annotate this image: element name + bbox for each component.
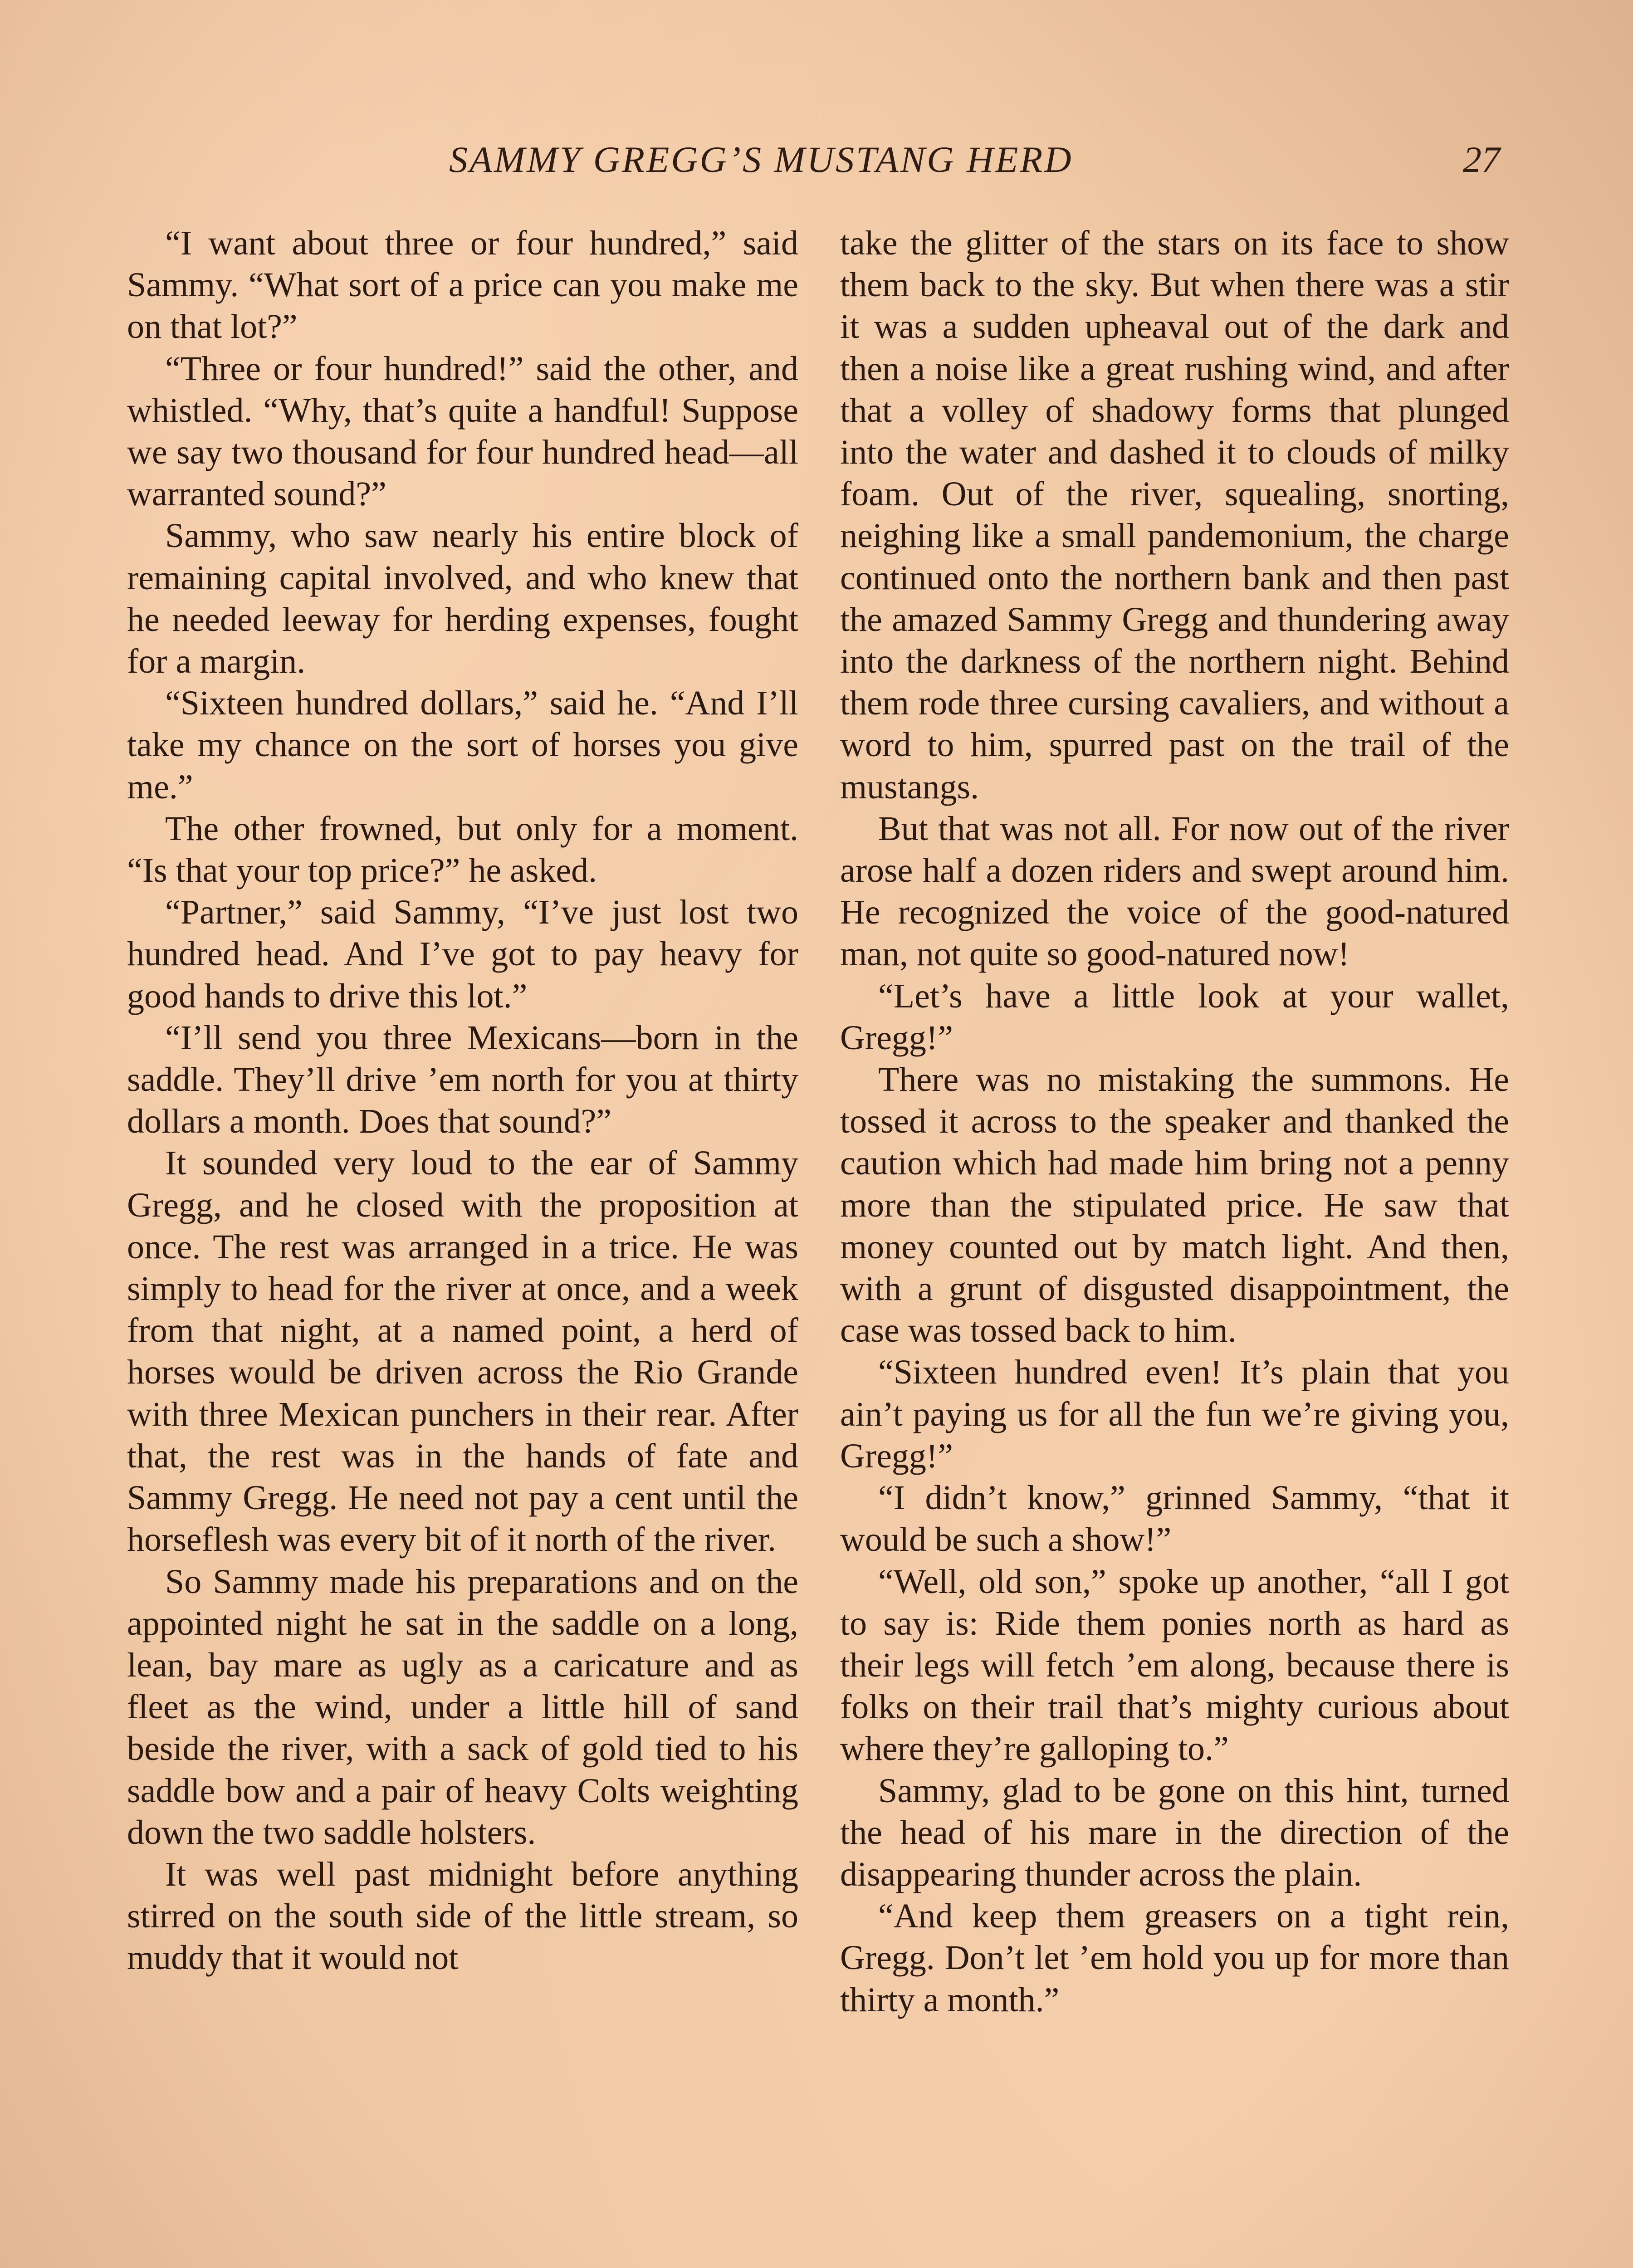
paragraph: Sammy, who saw nearly his entire block of remaining capital involved, and who knew that he needed leeway for herding expenses, fought for a margin. — [127, 517, 798, 681]
paragraph: “Partner,” said Sammy, “I’ve just lost two hundred head. And I’ve got to pay heavy for good hands to drive this lot.” — [127, 893, 798, 1015]
paragraph: “And keep them greasers on a tight rein, Gregg. Don’t let ’em hold you up for more than thirty a month.” — [840, 1897, 1509, 2019]
paragraph: “I didn’t know,” grinned Sammy, “that it would be such a show!” — [840, 1479, 1509, 1559]
paragraph: “Let’s have a little look at your wallet, Gregg!” — [840, 977, 1509, 1057]
paragraph: “Well, old son,” spoke up another, “all I got to say is: Ride them ponies north as hard as their legs will fetch ’em along, because there is folks on their trail that’s mighty curious about where they’re galloping to.” — [840, 1562, 1509, 1768]
paragraph-continued: take the glitter of the stars on its face to show them back to the sky. But when there was a stir it was a sudden upheaval out of the dark and then a noise like a great rushing wind, and after that a volley of shadowy forms that plunged into the water and dashed it to clouds of milky foam. Out of the river, squealing, snorting, neighing like a small pandemonium, the charge continued onto the northern bank and then past the amazed Sammy Gregg and thundering away into the darkness of the northern night. Behind them rode three cursing cavaliers, and without a word to him, spurred past on the trail of the mustangs. — [840, 224, 1509, 806]
paragraph: “I’ll send you three Mexicans—born in the saddle. They’ll drive ’em north for you at thirty dollars a month. Does that sound?” — [127, 1018, 798, 1141]
paragraph: So Sammy made his preparations and on the appointed night he sat in the saddle on a long, lean, bay mare as ugly as a caricature and as fleet as the wind, under a little hill of sand beside the river, with a sack of gold tied to his saddle bow and a pair of heavy Colts weighting down the two saddle holsters. — [127, 1562, 798, 1852]
paragraph: “I want about three or four hundred,” said Sammy. “What sort of a price can you make me on that lot?” — [127, 224, 798, 346]
text-column-right — [840, 222, 1509, 2021]
paragraph: The other frowned, but only for a moment. “Is that your top price?” he asked. — [127, 809, 798, 890]
page-number: 27 — [1463, 139, 1500, 180]
paragraph: There was no mistaking the summons. He tossed it across to the speaker and thanked the caution which had made him bring not a penny more than the stipulated price. He saw that money counted out by match light. And then, with a grunt of disgusted disappointment, the case was tossed back to him. — [840, 1061, 1509, 1350]
running-title: SAMMY GREGG’S MUSTANG HERD — [449, 139, 1073, 180]
paragraph: It sounded very loud to the ear of Sammy Gregg, and he closed with the proposition at once. The rest was arranged in a trice. He was simply to head for the river at once, and a week from that night, at a named point, a herd of horses would be driven across the Rio Grande with three Mexican punchers in their rear. After that, the rest was in the hands of fate and Sammy Gregg. He need not pay a cent until the horseflesh was every bit of it north of the river. — [127, 1144, 798, 1559]
paragraph: “Three or four hundred!” said the other, and whistled. “Why, that’s quite a handful! Suppose we say two thousand for four hundred head—all warranted sound?” — [127, 349, 798, 513]
paragraph: It was well past midnight before anything stirred on the south side of the little stream, so muddy that it would not — [127, 1855, 798, 1977]
paragraph: But that was not all. For now out of the river arose half a dozen riders and swept around him. He recognized the voice of the good-natured man, not quite so good-natured now! — [840, 809, 1509, 973]
paragraph: “Sixteen hundred dollars,” said he. “And I’ll take my chance on the sort of horses you give me.” — [127, 684, 798, 806]
paragraph: Sammy, glad to be gone on this hint, turned the head of his mare in the direction of the disappearing thunder across the plain. — [840, 1771, 1509, 1893]
text-column-left — [127, 222, 798, 1979]
paragraph: “Sixteen hundred even! It’s plain that you ain’t paying us for all the fun we’re giving you, Gregg!” — [840, 1353, 1509, 1475]
